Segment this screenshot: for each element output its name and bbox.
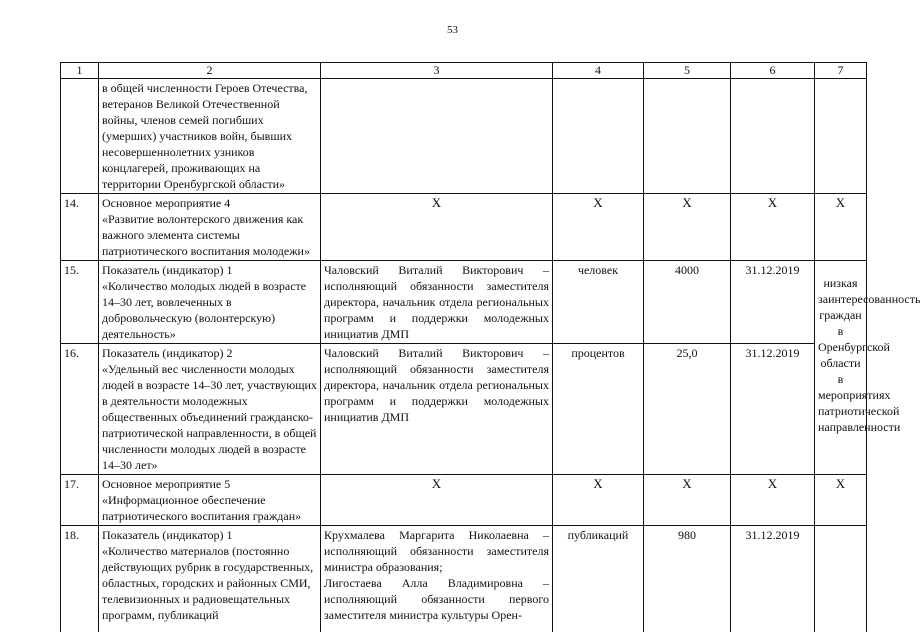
row-description: Показатель (индикатор) 2 «Удельный вес численности молодых людей в возрасте 14–30 лет, участвующих в деятельности молодежных общественных объединений гражданско-патриотической направленности, в общей численности молодых людей в возрасте 14–30 лет» <box>99 344 321 475</box>
row-number <box>61 79 99 194</box>
column-header: 3 <box>321 63 553 79</box>
page-number: 53 <box>447 24 458 36</box>
row-unit: человек <box>553 261 644 344</box>
row-note: низкая заинтересованность граждан в Оренбургской области в мероприятиях патриотической направленности <box>815 261 867 475</box>
table-row <box>61 344 867 475</box>
row-responsible: Крухмалева Маргарита Николаевна – исполняющий обязанности заместителя министра образования; Лигостаева Алла Владимировна – исполняющий обязанности первого заместителя министра культуры Орен- <box>321 526 553 633</box>
indicators-table <box>60 62 920 632</box>
row-unit: Х <box>553 194 644 261</box>
row-number: 18. <box>61 526 99 633</box>
row-unit <box>553 79 644 194</box>
row-note <box>815 79 867 194</box>
row-date: 31.12.2019 <box>731 344 815 475</box>
row-description: Показатель (индикатор) 1 «Количество молодых людей в возрасте 14–30 лет, вовлеченных в добровольческую (волонтерскую) деятельность» <box>99 261 321 344</box>
row-value: Х <box>644 475 731 526</box>
row-responsible <box>321 79 553 194</box>
row-description: Основное мероприятие 5 «Информационное обеспечение патриотического воспитания граждан» <box>99 475 321 526</box>
row-value: 4000 <box>644 261 731 344</box>
column-header: 7 <box>815 63 867 79</box>
row-value: 25,0 <box>644 344 731 475</box>
row-date: 31.12.2019 <box>731 526 815 633</box>
row-number: 14. <box>61 194 99 261</box>
row-unit: процентов <box>553 344 644 475</box>
row-date <box>731 79 815 194</box>
row-description: Показатель (индикатор) 1 «Количество материалов (постоянно действующих рубрик в государственных, областных, городских и районных СМИ, телевизионных и радиовещательных программ, публикаций <box>99 526 321 633</box>
row-note: Х <box>815 194 867 261</box>
table-row <box>61 79 867 194</box>
row-responsible: Х <box>321 475 553 526</box>
row-responsible: Чаловский Виталий Викторович – исполняющий обязанности заместителя директора, начальник отдела региональных программ и поддержки молодежных инициатив ДМП <box>321 344 553 475</box>
row-unit: публикаций <box>553 526 644 633</box>
row-date: Х <box>731 475 815 526</box>
row-number: 15. <box>61 261 99 344</box>
row-value <box>644 79 731 194</box>
row-description: в общей численности Героев Отечества, ветеранов Великой Отечественной войны, членов семей погибших (умерших) участников войн, бывших несовершеннолетних узников концлагерей, проживающих на территории Оренбургской области» <box>99 79 321 194</box>
row-date: Х <box>731 194 815 261</box>
column-header: 4 <box>553 63 644 79</box>
row-number: 16. <box>61 344 99 475</box>
row-note <box>815 526 867 633</box>
column-header: 6 <box>731 63 815 79</box>
row-date: 31.12.2019 <box>731 261 815 344</box>
column-header: 5 <box>644 63 731 79</box>
column-header: 1 <box>61 63 99 79</box>
row-description: Основное мероприятие 4 «Развитие волонтерского движения как важного элемента системы патриотического воспитания молодежи» <box>99 194 321 261</box>
column-header: 2 <box>99 63 321 79</box>
row-responsible: Чаловский Виталий Викторович – исполняющий обязанности заместителя директора, начальник отдела региональных программ и поддержки молодежных инициатив ДМП <box>321 261 553 344</box>
header-row <box>61 63 867 79</box>
row-note: Х <box>815 475 867 526</box>
row-value: Х <box>644 194 731 261</box>
table-row <box>61 475 867 526</box>
row-unit: Х <box>553 475 644 526</box>
table-row <box>61 526 867 633</box>
row-responsible: Х <box>321 194 553 261</box>
row-number: 17. <box>61 475 99 526</box>
row-value: 980 <box>644 526 731 633</box>
table-row <box>61 261 867 344</box>
table-row <box>61 194 867 261</box>
